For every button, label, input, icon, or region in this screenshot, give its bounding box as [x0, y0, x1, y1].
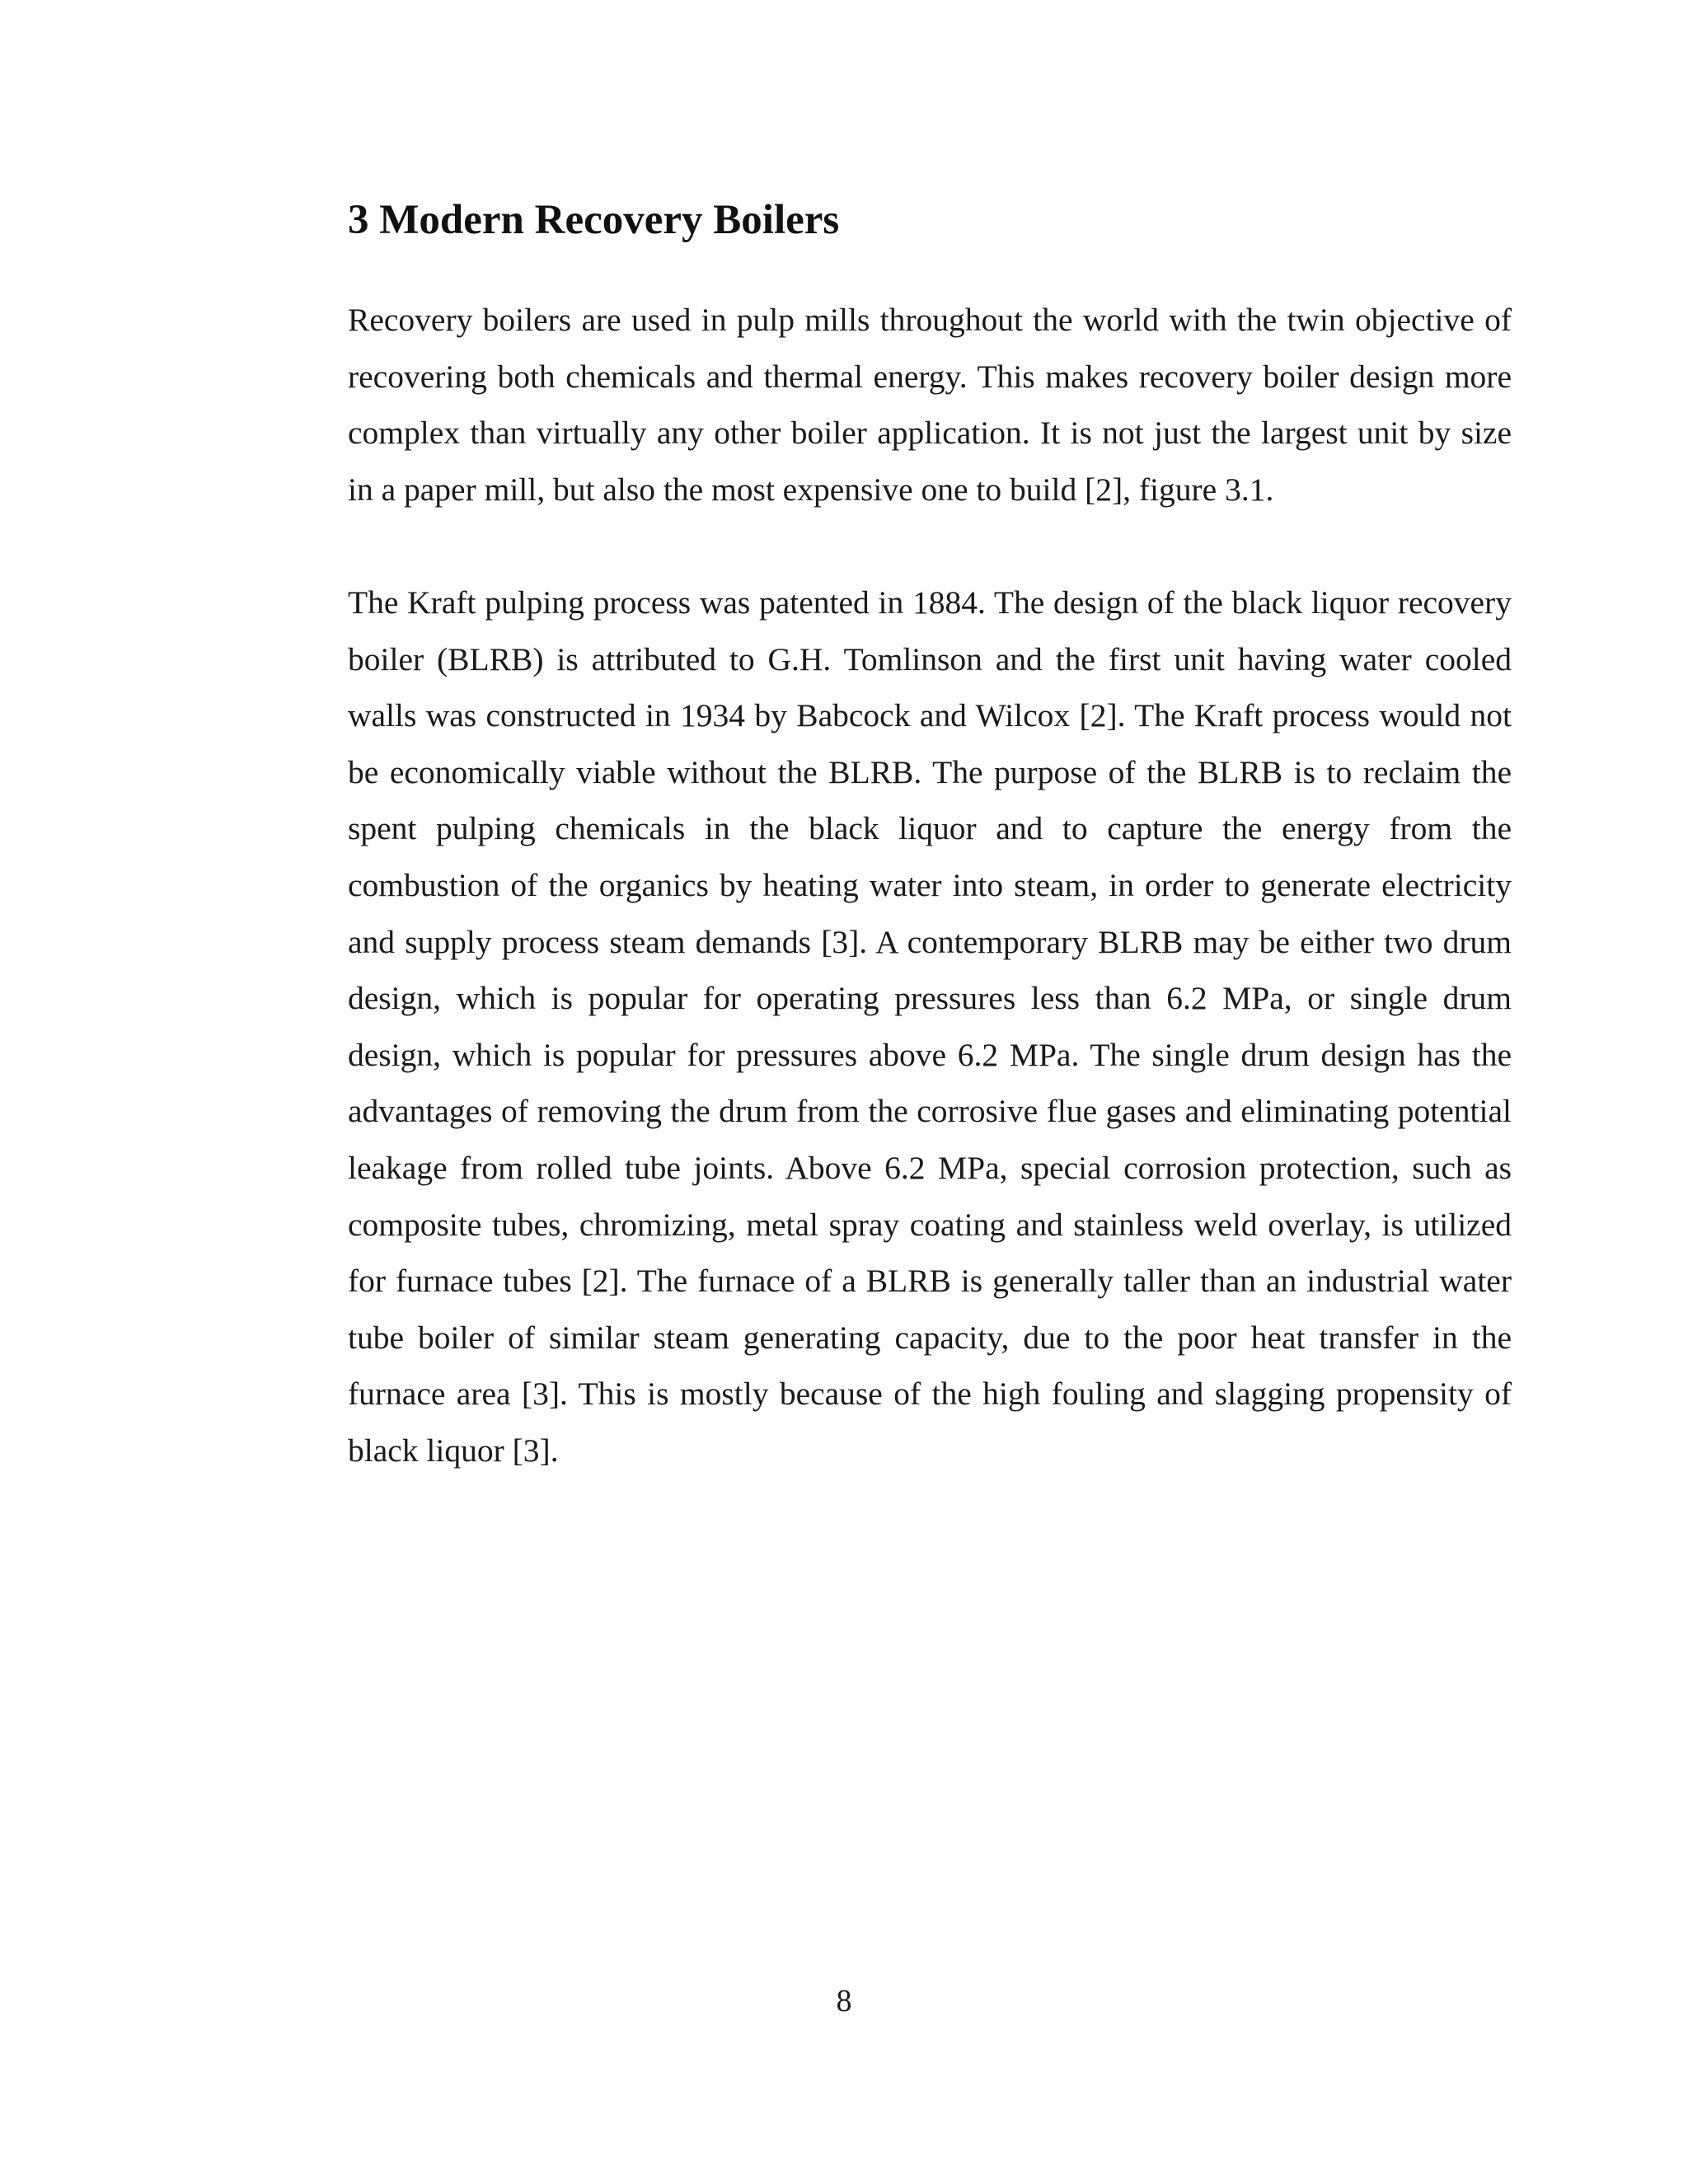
section-heading: 3 Modern Recovery Boilers — [348, 197, 840, 243]
body-paragraph-2: The Kraft pulping process was patented in 1884. The design of the black liquor recovery boiler (BLRB) is attributed to G.H. Tomlinson and the first unit having water cooled walls was constructed in 1934 by Babcock and Wilcox [2]. The Kraft process would not be economically viable without the BLRB. The purpose of the BLRB is to reclaim the spent pulping chemicals in the black liquor and to capture the energy from the combustion of the organics by heating water into steam, in order to generate electricity and supply process steam demands [3]. A contemporary BLRB may be either two drum design, which is popular for operating pressures less than 6.2 MPa, or single drum design, which is popular for pressures above 6.2 MPa. The single drum design has the advantages of removing the drum from the corrosive flue gases and eliminating potential leakage from rolled tube joints. Above 6.2 MPa, special corrosion protection, such as composite tubes, chromizing, metal spray coating and stainless weld overlay, is utilized for furnace tubes [2]. The furnace of a BLRB is generally taller than an industrial water tube boiler of similar steam generating capacity, due to the poor heat transfer in the furnace area [3]. This is mostly because of the high fouling and slagging propensity of black liquor [3]. — [348, 584, 1512, 1469]
body-paragraph-1: Recovery boilers are used in pulp mills throughout the world with the twin objective of recovering both chemicals and thermal energy. This makes recovery boiler design more complex than virtually any other boiler application. It is not just the largest unit by size in a paper mill, but also the most expensive one to build [2], figure 3.1. — [348, 302, 1512, 508]
page-number: 8 — [836, 1984, 852, 2018]
